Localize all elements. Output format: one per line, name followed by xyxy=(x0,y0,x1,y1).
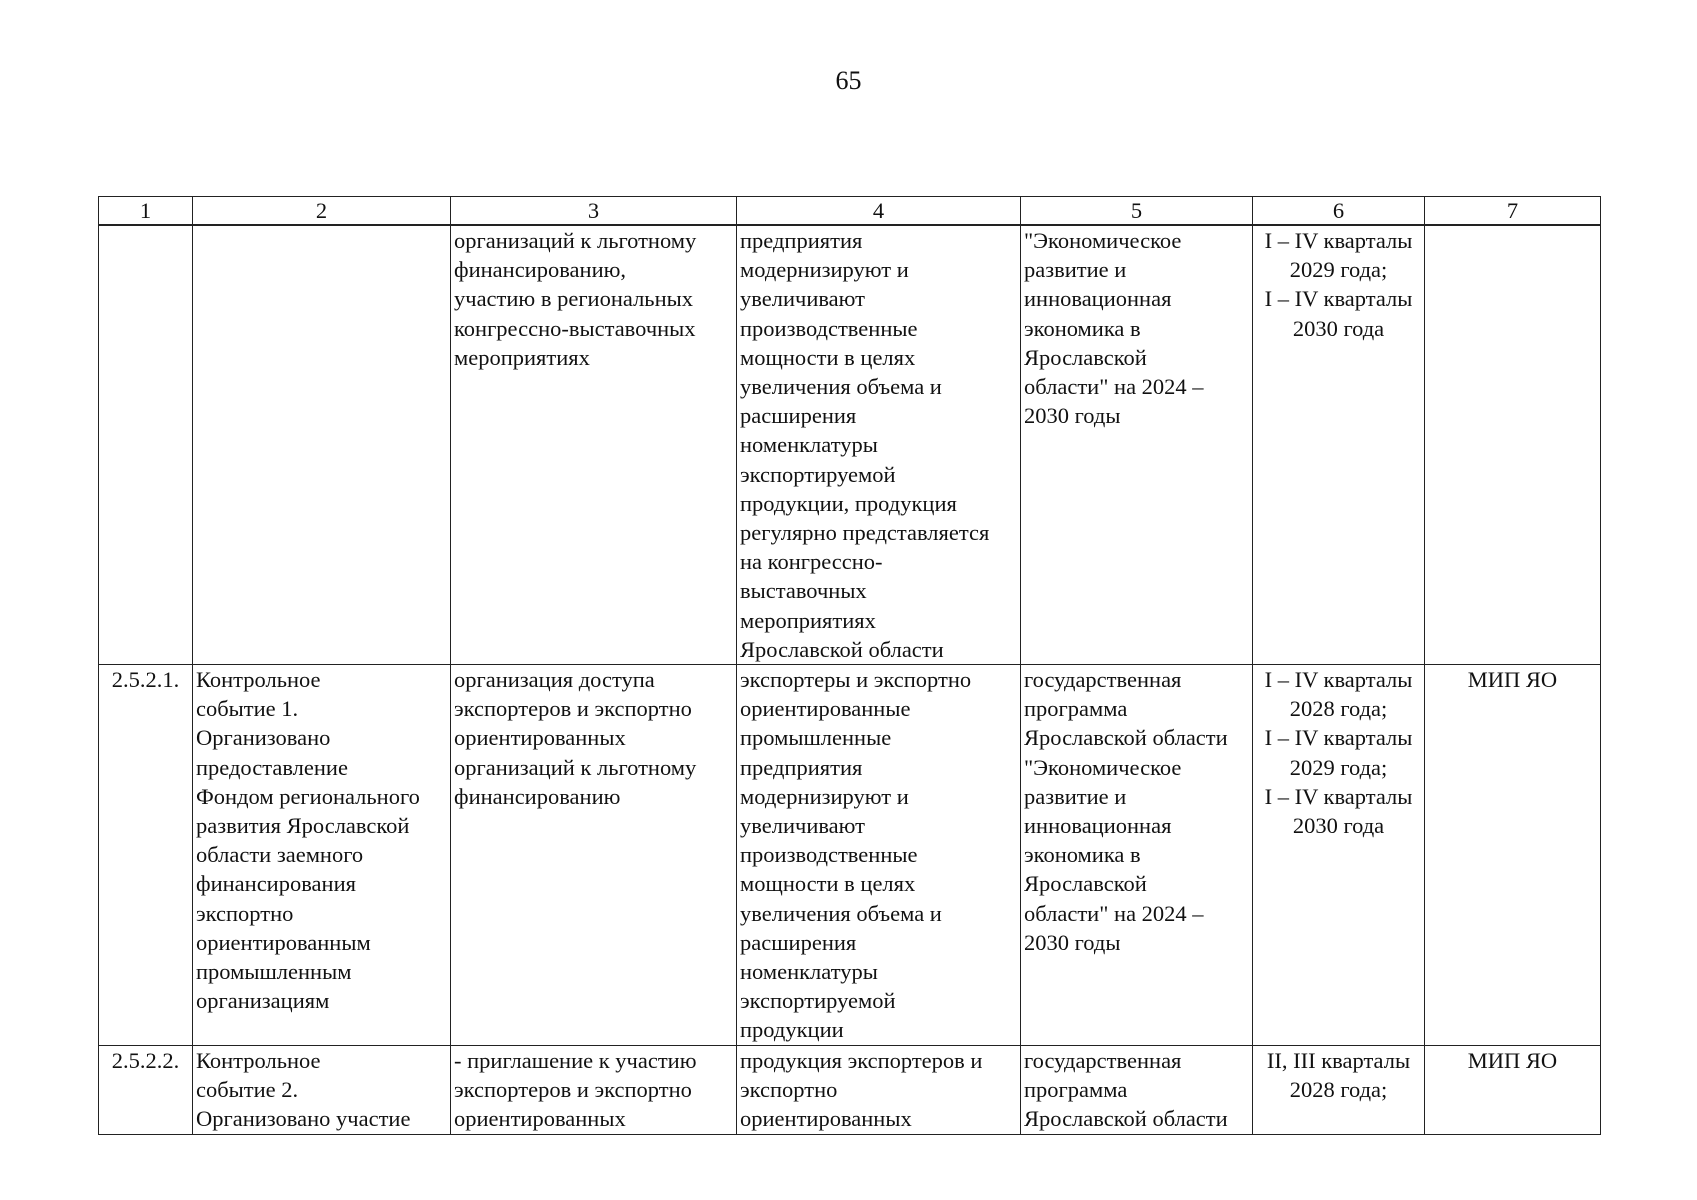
responsible-cell: МИП ЯО xyxy=(1425,1046,1601,1135)
table-header-row xyxy=(99,197,1601,226)
column-header: 5 xyxy=(1021,197,1253,226)
table-row xyxy=(99,665,1601,1046)
document-table xyxy=(98,196,1601,1135)
row-number-cell: 2.5.2.1. xyxy=(99,665,193,1046)
program-cell: государственная программа Ярославской области xyxy=(1021,1046,1253,1135)
program-cell: "Экономическое развитие и инновационная экономика в Ярославской области" на 2024 – 2030 годы xyxy=(1021,225,1253,665)
period-cell: II, III кварталы 2028 года; xyxy=(1253,1046,1425,1135)
column-header: 4 xyxy=(737,197,1021,226)
column-header: 1 xyxy=(99,197,193,226)
program-cell: государственная программа Ярославской области "Экономическое развитие и инновационная экономика в Ярославской области" на 2024 – 2030 годы xyxy=(1021,665,1253,1046)
row-number-cell: 2.5.2.2. xyxy=(99,1046,193,1135)
event-name-cell xyxy=(193,225,451,665)
period-cell: I – IV кварталы 2028 года; I – IV кварталы 2029 года; I – IV кварталы 2030 года xyxy=(1253,665,1425,1046)
event-name-cell: Контрольное событие 2. Организовано участие xyxy=(193,1046,451,1135)
table-row xyxy=(99,225,1601,665)
result-cell: продукция экспортеров и экспортно ориентированных xyxy=(737,1046,1021,1135)
task-cell: организаций к льготному финансированию, участию в региональных конгрессно-выставочных мероприятиях xyxy=(451,225,737,665)
column-header: 7 xyxy=(1425,197,1601,226)
page-number: 65 xyxy=(835,66,862,95)
column-header: 3 xyxy=(451,197,737,226)
responsible-cell xyxy=(1425,225,1601,665)
responsible-cell: МИП ЯО xyxy=(1425,665,1601,1046)
result-cell: экспортеры и экспортно ориентированные промышленные предприятия модернизируют и увеличивают производственные мощности в целях увеличения объема и расширения номенклатуры экспортируемой продукции xyxy=(737,665,1021,1046)
column-header: 2 xyxy=(193,197,451,226)
table-row xyxy=(99,1046,1601,1135)
period-cell: I – IV кварталы 2029 года; I – IV кварталы 2030 года xyxy=(1253,225,1425,665)
row-number-cell xyxy=(99,225,193,665)
column-header: 6 xyxy=(1253,197,1425,226)
result-cell: предприятия модернизируют и увеличивают производственные мощности в целях увеличения объема и расширения номенклатуры экспортируемой продукции, продукция регулярно представляется на конгрессно- выставочных мероприятиях Ярославской области xyxy=(737,225,1021,665)
event-name-cell: Контрольное событие 1. Организовано предоставление Фондом регионального развития Ярославской области заемного финансирования экспортно ориентированным промышленным организациям xyxy=(193,665,451,1046)
task-cell: - приглашение к участию экспортеров и экспортно ориентированных xyxy=(451,1046,737,1135)
task-cell: организация доступа экспортеров и экспортно ориентированных организаций к льготному финансированию xyxy=(451,665,737,1046)
